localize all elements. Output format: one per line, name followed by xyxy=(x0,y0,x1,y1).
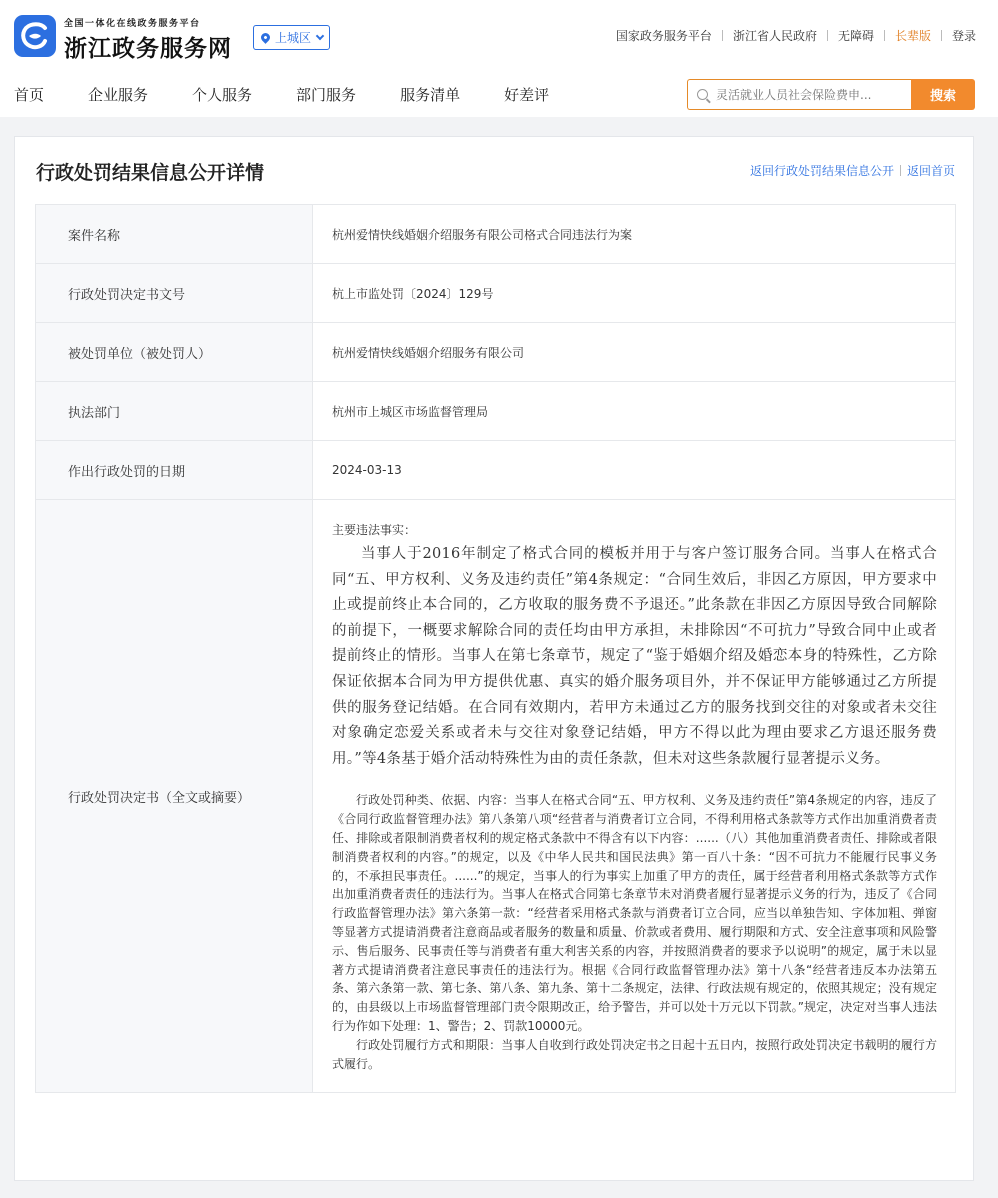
decision-number-value: 杭上市监处罚〔2024〕129号 xyxy=(313,264,956,323)
case-name-value: 杭州爱情快线婚姻介绍服务有限公司格式合同违法行为案 xyxy=(313,205,956,264)
nav-item-service-list[interactable]: 服务清单 xyxy=(400,86,461,104)
nav-item-personal[interactable]: 个人服务 xyxy=(192,86,253,104)
table-row xyxy=(36,323,956,382)
link-back-home[interactable]: 返回首页 xyxy=(906,164,955,178)
search-icon xyxy=(697,89,708,100)
penalty-date-value: 2024-03-13 xyxy=(313,441,956,500)
link-login[interactable]: 登录 xyxy=(951,29,976,43)
main-nav xyxy=(14,84,593,105)
detail-card xyxy=(14,136,974,1181)
search-box xyxy=(687,79,911,110)
decision-text-value xyxy=(313,500,956,1093)
performance-paragraph: 行政处罚履行方式和期限：当事人自收到行政处罚决定书之日起十五日内，按照行政处罚决定书载明的履行方式履行。 xyxy=(332,1037,937,1071)
chevron-down-icon xyxy=(316,32,324,40)
facts-heading: 主要违法事实： xyxy=(332,523,417,537)
site-name[interactable]: 浙江政务服务网 xyxy=(64,36,232,62)
page-title: 行政处罚结果信息公开详情 xyxy=(36,162,265,184)
return-links xyxy=(750,162,955,179)
link-national-platform[interactable]: 国家政务服务平台 xyxy=(615,29,712,43)
penalty-basis-paragraph: 行政处罚种类、依据、内容：当事人在格式合同“五、甲方权利、义务及违约责任”第4条规定的内容，违反了《合同行政监督管理办法》第八条第八项“经营者与消费者订立合同，不得利用格式条款等方式作出加重消费者责任、排除或者限制消费者权利的规定格式条款中不得含有以下内容：......（八）其他加重消费者责任、排除或者限制消费者权利的内容。”的规定，以及《中华人民共和国民法典》第一百八十条：“因不可抗力不能履行民事义务的，不承担民事责任。......”的规定，当事人的行为事实上加重了甲方的责任，属于经营者利用格式条款等方式作出加重消费者责任的违法行为。当事人在格式合同第七条章节未对消费者履行显著提示义务的行为，违反了《合同行政监督管理办法》第六条第一款：“经营者采用格式条款与消费者订立合同，应当以单独告知、字体加粗、弹窗等显著方式提请消费者注意商品或者服务的数量和质量、价款或者费用、履行期限和方式、安全注意事项和风险警示、售后服务、民事责任等与消费者有重大利害关系的内容，并按照消费者的要求予以说明”的规定，属于未以显著方式提请消费者注意民事责任的违法行为。根据《合同行政监督管理办法》第十八条“经营者违反本办法第五条、第六条第一款、第七条、第八条、第九条、第十二条规定，法律、行政法规有规定的，依照其规定；没有规定的，由县级以上市场监督管理部门责令限期改正，给予警告，并可以处十万元以下罚款。”规定，决定对当事人违法行为作如下处理：1、警告；2、罚款10000元。 xyxy=(332,793,937,1033)
divider xyxy=(884,30,885,41)
enforcement-dept-label: 执法部门 xyxy=(36,382,313,441)
table-row xyxy=(36,382,956,441)
region-selector[interactable] xyxy=(253,25,330,50)
case-name-label: 案件名称 xyxy=(36,205,313,264)
table-row xyxy=(36,205,956,264)
divider xyxy=(722,30,723,41)
link-elder-version[interactable]: 长辈版 xyxy=(894,29,931,43)
decision-text-label: 行政处罚决定书（全文或摘要） xyxy=(36,500,313,1093)
penalty-date-label: 作出行政处罚的日期 xyxy=(36,441,313,500)
site-subtitle: 全国一体化在线政务服务平台 xyxy=(64,19,201,29)
table-row xyxy=(36,500,956,1093)
nav-item-enterprise[interactable]: 企业服务 xyxy=(88,86,149,104)
divider xyxy=(941,30,942,41)
nav-item-evaluation[interactable]: 好差评 xyxy=(504,86,550,104)
divider xyxy=(827,30,828,41)
detail-table xyxy=(35,204,956,1093)
link-back-to-list[interactable]: 返回行政处罚结果信息公开 xyxy=(749,164,894,178)
site-logo-icon[interactable] xyxy=(14,15,56,57)
region-label: 上城区 xyxy=(275,31,312,45)
location-pin-icon xyxy=(259,31,272,44)
table-row xyxy=(36,264,956,323)
search-input[interactable] xyxy=(716,88,906,102)
link-accessibility[interactable]: 无障碍 xyxy=(837,29,874,43)
penalized-party-label: 被处罚单位（被处罚人） xyxy=(36,323,313,382)
facts-paragraph: 当事人于2016年制定了格式合同的模板并用于与客户签订服务合同。当事人在格式合同“五、甲方权利、义务及违约责任”第4条规定：“合同生效后，非因乙方原因，甲方要求中止或提前终止本合同的，乙方收取的服务费不予退还。”此条款在非因乙方原因导致合同解除的前提下，一概要求解除合同的责任均由甲方承担，未排除因“不可抗力”导致合同中止或者提前终止的情形。当事人在第七条章节，规定了“鉴于婚姻介绍及婚恋本身的特殊性，乙方除保证依据本合同为甲方提供优惠、真实的婚介服务项目外，并不保证甲方能够通过乙方所提供的服务登记结婚。在合同有效期内，若甲方未通过乙方的服务找到交往的对象或者未交往对象确定恋爱关系或者未与交往对象登记结婚，甲方不得以此为理由要求乙方退还服务费用。”等4条基于婚介活动特殊性为由的责任条款，但未对这些条款履行显著提示义务。 xyxy=(332,546,937,767)
decision-number-label: 行政处罚决定书文号 xyxy=(36,264,313,323)
table-row xyxy=(36,441,956,500)
search-button[interactable]: 搜索 xyxy=(911,79,975,110)
enforcement-dept-value: 杭州市上城区市场监督管理局 xyxy=(313,382,956,441)
site-header xyxy=(0,0,998,117)
nav-item-home[interactable]: 首页 xyxy=(14,86,45,104)
top-links xyxy=(616,27,976,44)
divider xyxy=(900,165,901,176)
nav-item-department[interactable]: 部门服务 xyxy=(296,86,357,104)
link-provincial-government[interactable]: 浙江省人民政府 xyxy=(732,29,817,43)
penalized-party-value: 杭州爱情快线婚姻介绍服务有限公司 xyxy=(313,323,956,382)
